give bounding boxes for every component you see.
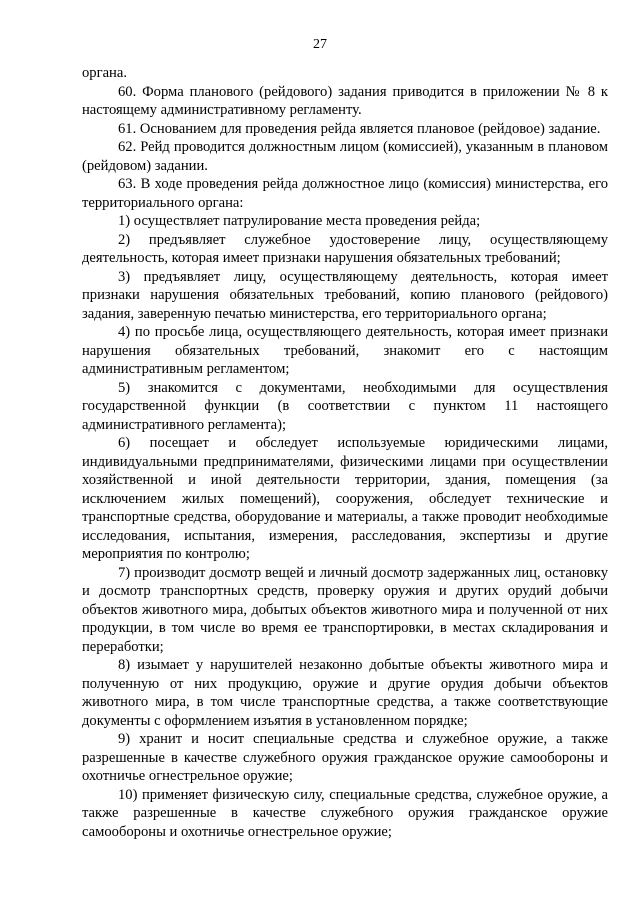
list-item-9: 9) хранит и носит специальные средства и служебное оружие, а также разрешенные в качестве служебного оружия гражданское оружие самообороны и охотничье огнестрельное оружие; [82, 731, 608, 784]
list-item-8: 8) изымает у нарушителей незаконно добытые объекты животного мира и полученную от них продукцию, оружие и другие орудия добычи объектов животного мира, в том числе транспортные средства, а также соответствующие документы с оформлением изъятия в установленном порядке; [82, 657, 608, 729]
paragraph-continuation: органа. [82, 65, 127, 81]
paragraph-60: 60. Форма планового (рейдового) задания приводится в приложении № 8 к настоящему административному регламенту. [82, 83, 608, 118]
page-number: 27 [313, 37, 327, 52]
list-item-5: 5) знакомится с документами, необходимыми для осуществления государственной функции (в соответствии с пунктом 11 настоящего административного регламента); [82, 379, 608, 433]
list-item-3: 3) предъявляет лицу, осуществляющему деятельность, которая имеет признаки нарушения обязательных требований, копию планового (рейдового) задания, заверенную печатью министерства, его территориального органа; [82, 268, 608, 322]
paragraph-62: 62. Рейд проводится должностным лицом (комиссией), указанным в плановом (рейдовом) задании. [82, 139, 608, 174]
list-item-1: 1) осуществляет патрулирование места проведения рейда; [118, 213, 481, 229]
list-item-6: 6) посещает и обследует используемые юридическими лицами, индивидуальными предпринимателями, физическими лицами при осуществлении хозяйственной и иной деятельности территории, здания, помещения (за исключением жилых помещений), сооружения, обследует технические и транспортные средства, оборудование и материалы, а также проводит необходимые исследования, испытания, измерения, расследования, экспертизы и другие мероприятия по контролю; [82, 435, 608, 562]
document-body [82, 64, 608, 841]
list-item-10: 10) применяет физическую силу, специальные средства, служебное оружие, а также разрешенные в качестве служебного оружия гражданское оружие самообороны и охотничье огнестрельное оружие; [82, 786, 608, 840]
list-item-7: 7) производит досмотр вещей и личный досмотр задержанных лиц, остановку и досмотр транспортных средств, проверку оружия и других орудий добычи объектов животного мира, добытых объектов животного мира и полученной от них продукции, в том числе во время ее транспортировки, в местах складирования и переработки; [82, 564, 608, 655]
list-item-4: 4) по просьбе лица, осуществляющего деятельность, которая имеет признаки нарушения обязательных требований, знакомит его с настоящим административным регламентом; [82, 324, 608, 377]
paragraph-61: 61. Основанием для проведения рейда является плановое (рейдовое) задание. [118, 120, 601, 137]
list-item-2: 2) предъявляет служебное удостоверение лицу, осуществляющему деятельность, которая имеет признаки нарушения обязательных требований; [82, 231, 608, 266]
paragraph-63: 63. В ходе проведения рейда должностное лицо (комиссия) министерства, его территориального органа: [82, 176, 608, 211]
